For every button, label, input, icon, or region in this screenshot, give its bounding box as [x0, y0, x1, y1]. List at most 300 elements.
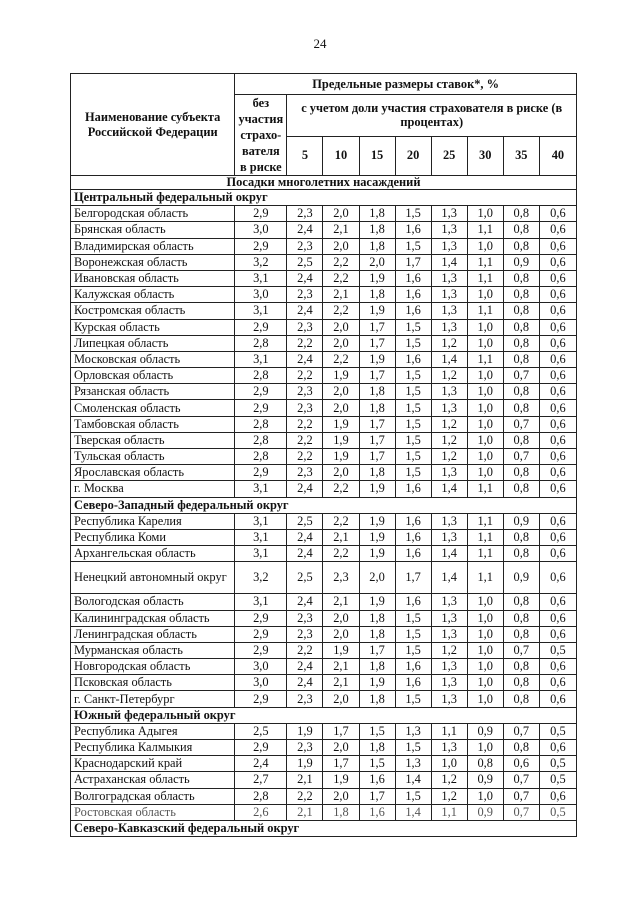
- region-name: Республика Калмыкия: [71, 740, 235, 756]
- rate-no-participation: 2,9: [235, 691, 287, 707]
- rate-value: 1,9: [287, 723, 323, 739]
- table-row: [71, 465, 577, 481]
- rate-value: 1,3: [431, 513, 467, 529]
- rate-value: 2,2: [323, 546, 359, 562]
- rate-no-participation: 3,1: [235, 270, 287, 286]
- rate-value: 1,3: [431, 222, 467, 238]
- rate-value: 2,0: [323, 610, 359, 626]
- rate-value: 0,8: [503, 659, 539, 675]
- rate-value: 1,4: [431, 351, 467, 367]
- rate-no-participation: 2,9: [235, 400, 287, 416]
- rate-value: 1,2: [431, 449, 467, 465]
- rate-value: 2,2: [323, 254, 359, 270]
- section-row: [71, 707, 577, 723]
- rate-value: 0,6: [539, 529, 576, 545]
- table-row: [71, 238, 577, 254]
- rate-value: 0,7: [503, 788, 539, 804]
- table-row: [71, 691, 577, 707]
- region-name: Волгоградская область: [71, 788, 235, 804]
- table-row: [71, 740, 577, 756]
- rate-value: 1,5: [359, 756, 395, 772]
- header-percent-35: 35: [503, 136, 539, 175]
- rate-value: 1,6: [395, 222, 431, 238]
- rate-value: 0,8: [503, 384, 539, 400]
- rate-no-participation: 2,9: [235, 384, 287, 400]
- region-name: Республика Адыгея: [71, 723, 235, 739]
- region-name: Астраханская область: [71, 772, 235, 788]
- table-row: [71, 303, 577, 319]
- table-row: [71, 642, 577, 658]
- rate-value: 1,8: [359, 691, 395, 707]
- rate-value: 1,0: [467, 465, 503, 481]
- header-percent-20: 20: [395, 136, 431, 175]
- rate-value: 1,3: [431, 206, 467, 222]
- region-name: г. Санкт-Петербург: [71, 691, 235, 707]
- rate-no-participation: 3,1: [235, 546, 287, 562]
- rate-value: 1,5: [395, 238, 431, 254]
- rate-value: 2,1: [323, 594, 359, 610]
- table-row: [71, 319, 577, 335]
- region-name: Калужская область: [71, 287, 235, 303]
- rate-value: 2,4: [287, 659, 323, 675]
- rate-value: 1,4: [395, 772, 431, 788]
- rate-value: 0,6: [539, 287, 576, 303]
- rate-value: 0,6: [539, 449, 576, 465]
- rate-value: 1,4: [431, 546, 467, 562]
- table-row: [71, 723, 577, 739]
- rate-value: 2,2: [287, 335, 323, 351]
- rate-value: 1,2: [431, 335, 467, 351]
- rate-no-participation: 3,1: [235, 529, 287, 545]
- rate-value: 1,7: [395, 254, 431, 270]
- region-name: Липецкая область: [71, 335, 235, 351]
- rate-value: 2,0: [359, 254, 395, 270]
- rate-no-participation: 2,9: [235, 642, 287, 658]
- rate-value: 2,1: [323, 675, 359, 691]
- rate-value: 0,7: [503, 449, 539, 465]
- region-name: Брянская область: [71, 222, 235, 238]
- rate-value: 1,8: [323, 804, 359, 820]
- rate-no-participation: 3,1: [235, 513, 287, 529]
- rate-value: 2,2: [287, 416, 323, 432]
- rate-value: 2,4: [287, 303, 323, 319]
- rate-value: 1,1: [467, 546, 503, 562]
- rate-no-participation: 3,1: [235, 481, 287, 497]
- rate-value: 1,0: [467, 449, 503, 465]
- rate-value: 1,4: [431, 481, 467, 497]
- rate-value: 1,9: [359, 675, 395, 691]
- rate-value: 0,9: [503, 254, 539, 270]
- header-with-participation: с учетом доли участия страхователя в риске (в процентах): [287, 95, 577, 137]
- table-row: [71, 368, 577, 384]
- rate-value: 2,1: [323, 287, 359, 303]
- rate-value: 0,8: [503, 546, 539, 562]
- rate-value: 2,0: [323, 691, 359, 707]
- rate-value: 2,2: [287, 642, 323, 658]
- rate-value: 1,6: [395, 675, 431, 691]
- rate-value: 1,9: [359, 546, 395, 562]
- rate-value: 0,8: [503, 222, 539, 238]
- rate-value: 1,8: [359, 610, 395, 626]
- rate-value: 1,0: [467, 691, 503, 707]
- rate-value: 0,6: [539, 206, 576, 222]
- rate-value: 1,9: [323, 416, 359, 432]
- rate-value: 2,3: [287, 287, 323, 303]
- rate-value: 1,6: [395, 594, 431, 610]
- rate-value: 1,0: [467, 416, 503, 432]
- rate-value: 1,3: [431, 400, 467, 416]
- rate-value: 1,1: [467, 254, 503, 270]
- rate-value: 1,0: [467, 432, 503, 448]
- region-name: Рязанская область: [71, 384, 235, 400]
- rate-value: 1,0: [467, 206, 503, 222]
- rate-value: 0,9: [467, 804, 503, 820]
- rate-value: 2,0: [323, 319, 359, 335]
- rate-value: 0,6: [539, 513, 576, 529]
- rate-value: 1,9: [359, 594, 395, 610]
- rate-value: 0,6: [539, 238, 576, 254]
- rate-value: 0,8: [503, 400, 539, 416]
- rate-value: 1,3: [431, 691, 467, 707]
- table-row: [71, 529, 577, 545]
- rate-value: 1,7: [359, 335, 395, 351]
- rate-value: 2,2: [323, 481, 359, 497]
- rate-value: 0,6: [539, 481, 576, 497]
- rate-value: 2,2: [287, 368, 323, 384]
- rates-table: [70, 73, 577, 837]
- rate-value: 2,2: [323, 351, 359, 367]
- rate-value: 0,6: [539, 319, 576, 335]
- rate-no-participation: 2,9: [235, 465, 287, 481]
- rate-value: 0,8: [503, 319, 539, 335]
- rate-value: 2,0: [323, 465, 359, 481]
- region-name: Тверская область: [71, 432, 235, 448]
- rate-value: 2,2: [323, 303, 359, 319]
- rate-value: 2,1: [323, 222, 359, 238]
- rate-value: 2,4: [287, 481, 323, 497]
- rate-value: 2,5: [287, 254, 323, 270]
- rate-value: 1,6: [395, 546, 431, 562]
- rate-value: 0,6: [539, 691, 576, 707]
- section-row: [71, 820, 577, 836]
- rate-no-participation: 2,9: [235, 610, 287, 626]
- rate-value: 0,8: [503, 481, 539, 497]
- rate-value: 0,6: [539, 351, 576, 367]
- table-row: [71, 804, 577, 820]
- rate-value: 1,5: [395, 740, 431, 756]
- rate-value: 0,8: [503, 740, 539, 756]
- rate-value: 1,0: [467, 384, 503, 400]
- rate-value: 0,8: [467, 756, 503, 772]
- rate-value: 1,3: [431, 740, 467, 756]
- region-name: Ярославская область: [71, 465, 235, 481]
- rate-value: 2,3: [287, 206, 323, 222]
- rate-value: 1,0: [431, 756, 467, 772]
- rate-value: 2,4: [287, 594, 323, 610]
- rate-value: 1,8: [359, 222, 395, 238]
- rate-value: 1,0: [467, 287, 503, 303]
- table-row: [71, 788, 577, 804]
- rate-value: 2,1: [287, 804, 323, 820]
- rate-no-participation: 2,8: [235, 449, 287, 465]
- rate-value: 0,8: [503, 351, 539, 367]
- rate-no-participation: 2,8: [235, 432, 287, 448]
- rate-no-participation: 3,0: [235, 287, 287, 303]
- rate-no-participation: 3,0: [235, 675, 287, 691]
- rate-value: 1,0: [467, 740, 503, 756]
- rate-no-participation: 2,8: [235, 788, 287, 804]
- rate-no-participation: 2,7: [235, 772, 287, 788]
- rate-value: 1,4: [395, 804, 431, 820]
- rate-value: 1,0: [467, 788, 503, 804]
- rate-value: 2,0: [323, 626, 359, 642]
- rate-value: 1,0: [467, 238, 503, 254]
- rate-value: 0,6: [539, 254, 576, 270]
- rate-value: 1,5: [359, 723, 395, 739]
- region-name: Воронежская область: [71, 254, 235, 270]
- region-name: Ленинградская область: [71, 626, 235, 642]
- rate-value: 1,7: [359, 788, 395, 804]
- rate-value: 2,0: [323, 206, 359, 222]
- rate-value: 2,3: [323, 562, 359, 594]
- rate-value: 1,7: [359, 642, 395, 658]
- rate-value: 2,4: [287, 222, 323, 238]
- rate-value: 1,6: [395, 659, 431, 675]
- rate-value: 0,8: [503, 335, 539, 351]
- table-header: [71, 74, 577, 190]
- rate-value: 1,7: [359, 416, 395, 432]
- rate-value: 1,1: [467, 513, 503, 529]
- table-row: [71, 351, 577, 367]
- rate-value: 1,5: [395, 416, 431, 432]
- rate-value: 2,3: [287, 465, 323, 481]
- rate-value: 0,8: [503, 206, 539, 222]
- rate-value: 1,9: [287, 756, 323, 772]
- rate-value: 1,6: [395, 529, 431, 545]
- rate-value: 1,0: [467, 642, 503, 658]
- rate-value: 0,6: [539, 562, 576, 594]
- rate-no-participation: 3,0: [235, 659, 287, 675]
- rate-value: 1,5: [395, 384, 431, 400]
- rate-value: 1,7: [323, 756, 359, 772]
- table-row: [71, 513, 577, 529]
- rate-value: 1,6: [359, 772, 395, 788]
- rate-value: 2,4: [287, 546, 323, 562]
- rate-value: 2,3: [287, 400, 323, 416]
- rate-value: 1,8: [359, 287, 395, 303]
- rate-value: 0,7: [503, 642, 539, 658]
- rate-value: 1,2: [431, 432, 467, 448]
- table-row: [71, 675, 577, 691]
- table-row: [71, 449, 577, 465]
- table-row: [71, 610, 577, 626]
- rate-no-participation: 3,1: [235, 303, 287, 319]
- rate-value: 0,9: [467, 723, 503, 739]
- rate-value: 1,1: [467, 270, 503, 286]
- rate-value: 2,0: [323, 740, 359, 756]
- rate-value: 1,3: [431, 384, 467, 400]
- region-name: Курская область: [71, 319, 235, 335]
- rate-value: 1,7: [359, 368, 395, 384]
- rate-value: 0,7: [503, 416, 539, 432]
- rate-value: 0,7: [503, 723, 539, 739]
- rate-value: 1,6: [395, 303, 431, 319]
- rate-value: 0,8: [503, 529, 539, 545]
- rate-no-participation: 2,9: [235, 238, 287, 254]
- rate-value: 1,3: [431, 659, 467, 675]
- rate-no-participation: 2,9: [235, 319, 287, 335]
- table-row: [71, 335, 577, 351]
- rate-value: 2,0: [323, 400, 359, 416]
- rate-value: 1,6: [395, 513, 431, 529]
- rate-value: 0,8: [503, 675, 539, 691]
- rate-value: 1,3: [431, 610, 467, 626]
- rate-value: 1,8: [359, 384, 395, 400]
- header-subject-name: Наименование субъекта Российской Федерации: [71, 74, 235, 176]
- region-name: Республика Карелия: [71, 513, 235, 529]
- table-row: [71, 594, 577, 610]
- rate-value: 1,5: [395, 432, 431, 448]
- rate-value: 1,0: [467, 659, 503, 675]
- rate-value: 1,6: [395, 351, 431, 367]
- rate-value: 1,7: [395, 562, 431, 594]
- rate-value: 2,4: [287, 675, 323, 691]
- rate-value: 1,8: [359, 238, 395, 254]
- section-title: Северо-Западный федеральный округ: [71, 497, 577, 513]
- rate-value: 1,3: [431, 287, 467, 303]
- rate-value: 1,9: [323, 432, 359, 448]
- region-name: Калининградская область: [71, 610, 235, 626]
- rate-value: 2,2: [287, 449, 323, 465]
- rate-value: 1,1: [431, 804, 467, 820]
- header-percent-40: 40: [539, 136, 576, 175]
- rate-value: 0,6: [539, 270, 576, 286]
- region-name: Ростовская область: [71, 804, 235, 820]
- rate-value: 1,6: [359, 804, 395, 820]
- rate-no-participation: 3,2: [235, 562, 287, 594]
- region-name: Владимирская область: [71, 238, 235, 254]
- rate-value: 0,8: [503, 626, 539, 642]
- region-name: Тамбовская область: [71, 416, 235, 432]
- rate-value: 0,7: [503, 772, 539, 788]
- rate-value: 1,8: [359, 400, 395, 416]
- rate-value: 0,7: [503, 804, 539, 820]
- rate-value: 1,3: [431, 465, 467, 481]
- rate-value: 2,3: [287, 319, 323, 335]
- rate-value: 0,6: [539, 416, 576, 432]
- rate-value: 1,1: [431, 723, 467, 739]
- rate-no-participation: 2,4: [235, 756, 287, 772]
- rate-value: 1,2: [431, 368, 467, 384]
- rate-value: 0,6: [539, 626, 576, 642]
- rate-value: 1,3: [431, 270, 467, 286]
- rate-value: 0,9: [467, 772, 503, 788]
- region-name: Краснодарский край: [71, 756, 235, 772]
- rate-value: 2,0: [359, 562, 395, 594]
- table-row: [71, 206, 577, 222]
- rate-value: 2,0: [323, 335, 359, 351]
- table-body: [71, 190, 577, 837]
- rate-value: 1,4: [431, 562, 467, 594]
- table-row: [71, 384, 577, 400]
- section-row: [71, 497, 577, 513]
- rate-value: 1,5: [395, 610, 431, 626]
- rate-no-participation: 2,9: [235, 626, 287, 642]
- region-name: Псковская область: [71, 675, 235, 691]
- rate-value: 1,3: [431, 319, 467, 335]
- rate-value: 2,5: [287, 562, 323, 594]
- rate-value: 1,1: [467, 351, 503, 367]
- page-number: 24: [313, 36, 327, 51]
- rate-value: 1,3: [431, 675, 467, 691]
- rate-value: 1,5: [395, 788, 431, 804]
- rate-value: 1,7: [323, 723, 359, 739]
- table-row: [71, 626, 577, 642]
- rate-no-participation: 3,1: [235, 594, 287, 610]
- rate-value: 0,6: [539, 465, 576, 481]
- header-percent-30: 30: [467, 136, 503, 175]
- rate-value: 1,9: [359, 481, 395, 497]
- rate-value: 0,6: [539, 432, 576, 448]
- region-name: Орловская область: [71, 368, 235, 384]
- rate-value: 2,0: [323, 238, 359, 254]
- rate-value: 1,3: [431, 529, 467, 545]
- rate-value: 1,8: [359, 465, 395, 481]
- table-row: [71, 416, 577, 432]
- rate-value: 1,0: [467, 594, 503, 610]
- rate-value: 0,7: [503, 368, 539, 384]
- rate-value: 0,6: [539, 610, 576, 626]
- region-name: Белгородская область: [71, 206, 235, 222]
- rate-no-participation: 2,6: [235, 804, 287, 820]
- rate-value: 2,5: [287, 513, 323, 529]
- rate-no-participation: 2,8: [235, 416, 287, 432]
- rate-no-participation: 2,8: [235, 335, 287, 351]
- rate-value: 0,6: [539, 594, 576, 610]
- rate-value: 1,8: [359, 659, 395, 675]
- rate-value: 2,4: [287, 351, 323, 367]
- rate-value: 0,6: [539, 368, 576, 384]
- rate-value: 2,3: [287, 740, 323, 756]
- rate-value: 0,8: [503, 594, 539, 610]
- rate-value: 0,6: [539, 659, 576, 675]
- rate-value: 0,8: [503, 432, 539, 448]
- table-row: [71, 772, 577, 788]
- rate-value: 1,3: [431, 303, 467, 319]
- region-name: Московская область: [71, 351, 235, 367]
- table-row: [71, 432, 577, 448]
- section-row: [71, 190, 577, 206]
- rate-value: 1,9: [359, 529, 395, 545]
- region-name: Костромская область: [71, 303, 235, 319]
- rate-value: 1,5: [395, 626, 431, 642]
- table-row: [71, 562, 577, 594]
- rate-value: 1,9: [323, 772, 359, 788]
- rate-value: 0,9: [503, 513, 539, 529]
- rate-value: 1,7: [359, 319, 395, 335]
- region-name: Архангельская область: [71, 546, 235, 562]
- rate-value: 1,2: [431, 416, 467, 432]
- rate-no-participation: 2,9: [235, 740, 287, 756]
- rate-value: 2,3: [287, 384, 323, 400]
- table-row: [71, 756, 577, 772]
- rate-value: 1,6: [395, 481, 431, 497]
- rate-value: 0,5: [539, 804, 576, 820]
- rate-value: 0,6: [539, 546, 576, 562]
- rate-value: 1,5: [395, 335, 431, 351]
- rate-value: 0,8: [503, 303, 539, 319]
- rate-value: 1,5: [395, 642, 431, 658]
